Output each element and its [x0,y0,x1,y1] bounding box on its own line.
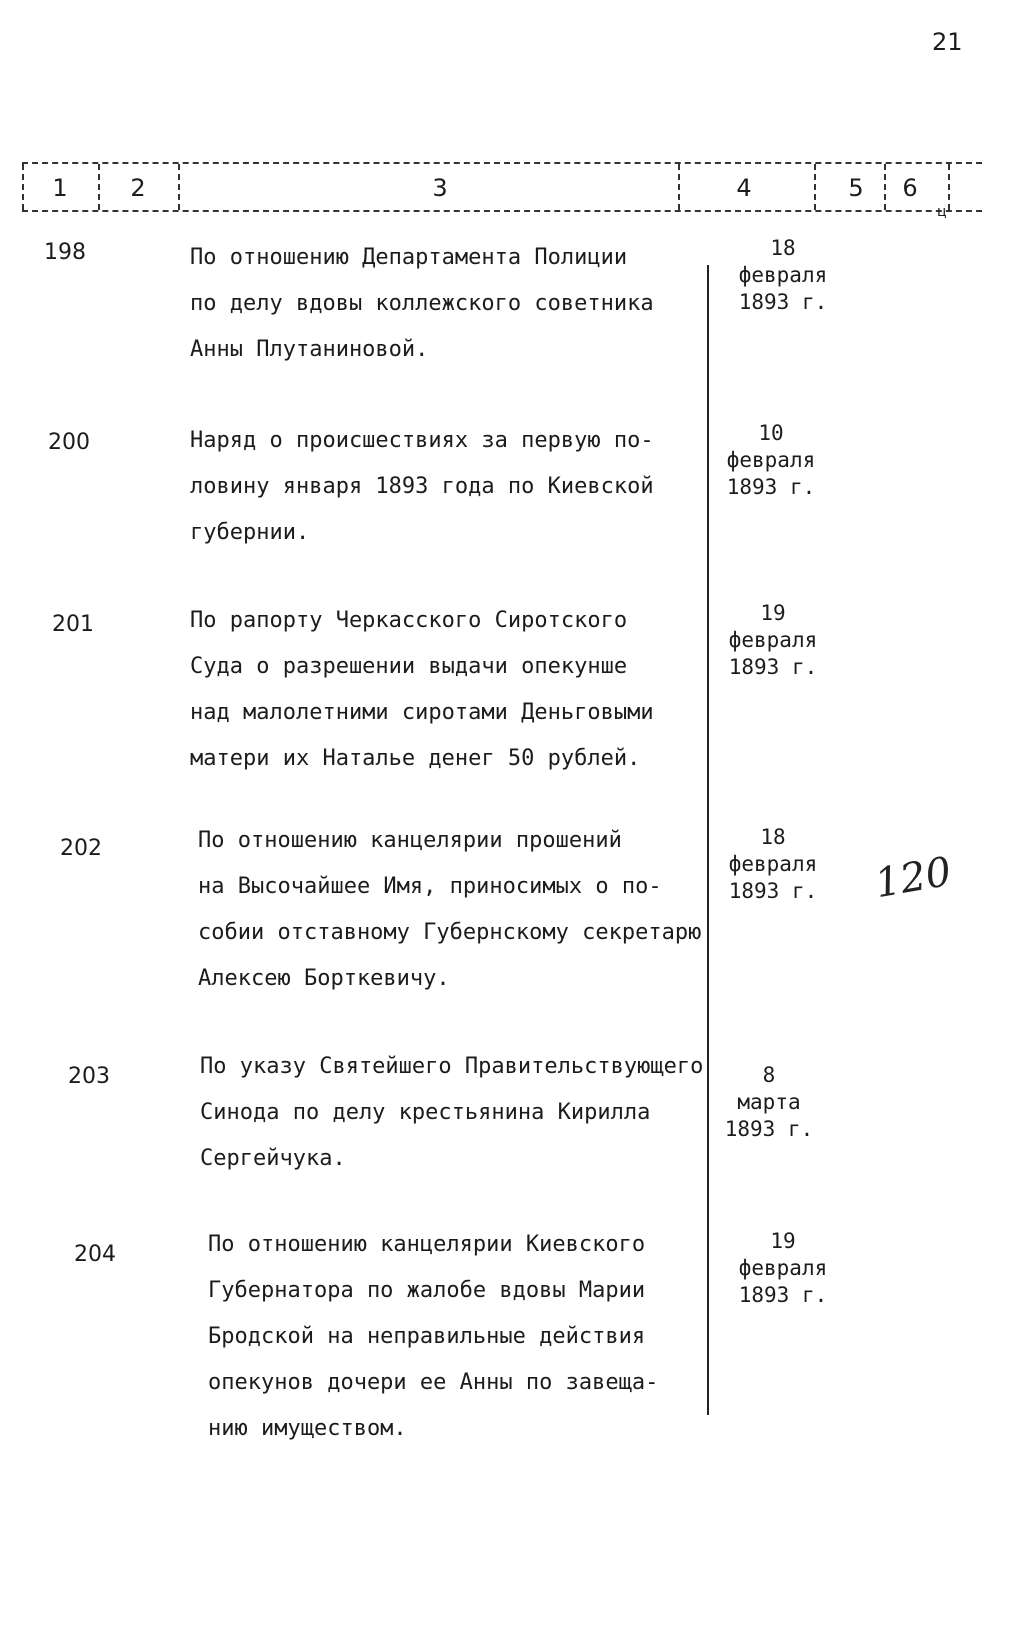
date-month: февраля [738,1256,828,1280]
column-number-1: 1 [52,174,68,202]
entry-number: 200 [48,430,90,455]
entry-number: 201 [52,612,94,637]
date-day: 19 [760,601,786,625]
entry-description: По отношению Департамента Полиции по делу вдовы коллежского советника Анны Плутаниновой. [190,245,654,362]
entry-description: По рапорту Черкасского Сиротского Суда о разрешении выдачи опекунше над малолетними сиротами Деньговыми матери их Наталье денег 50 рублей. [190,608,654,771]
column-separator [178,164,180,210]
date-month: февраля [728,852,818,876]
entry-number: 204 [74,1242,116,1267]
entry-date [704,1062,834,1143]
date-month: февраля [738,263,828,287]
entry-date [708,824,838,905]
column-header-row [22,158,982,218]
column-separator [678,164,680,210]
column-separator [22,164,24,210]
date-year: 1893 г. [726,475,816,499]
date-year: 1893 г. [738,1283,828,1307]
entry-description: Наряд о происшествиях за первую по- ловину января 1893 года по Киевской губернии. [190,428,654,545]
entry-date [708,600,838,681]
date-year: 1893 г. [738,290,828,314]
date-year: 1893 г. [728,879,818,903]
entry-number: 202 [60,836,102,861]
column-number-6: 6 [902,174,918,202]
entry-description: По отношению канцелярии прошений на Высочайшее Имя, приносимых о по- собии отставному Губернскому секретарю Алексею Борткевичу. [198,828,702,991]
date-month: февраля [726,448,816,472]
page-number: 21 [932,28,963,56]
column-separator [884,164,886,210]
column-separator [948,164,950,210]
entry-date [718,1228,848,1309]
header-bottom-rule [22,210,982,212]
date-day: 10 [758,421,784,445]
column-number-3: 3 [432,174,448,202]
handwritten-folio-number: 120 [871,848,955,908]
date-year: 1893 г. [724,1117,814,1141]
entry-date [718,235,848,316]
date-month: марта [737,1090,801,1114]
entry-number: 198 [44,240,86,265]
entry-number: 203 [68,1064,110,1089]
date-day: 19 [770,1229,796,1253]
date-day: 18 [770,236,796,260]
column-number-2: 2 [130,174,146,202]
entry-description: По указу Святейшего Правительствующего Синода по делу крестьянина Кирилла Сергейчука. [200,1054,704,1171]
column-number-5: 5 [848,174,864,202]
date-day: 8 [762,1063,776,1087]
column-6-sub-mark: ц [937,204,947,220]
column-number-4: 4 [736,174,752,202]
column-separator [814,164,816,210]
date-year: 1893 г. [728,655,818,679]
date-day: 18 [760,825,786,849]
column-separator [98,164,100,210]
date-month: февраля [728,628,818,652]
header-top-rule [22,162,982,164]
entry-description: По отношению канцелярии Киевского Губернатора по жалобе вдовы Марии Бродской на неправильные действия опекунов дочери ее Анны по завеща- нию имуществом. [208,1232,659,1441]
entry-date [706,420,836,501]
